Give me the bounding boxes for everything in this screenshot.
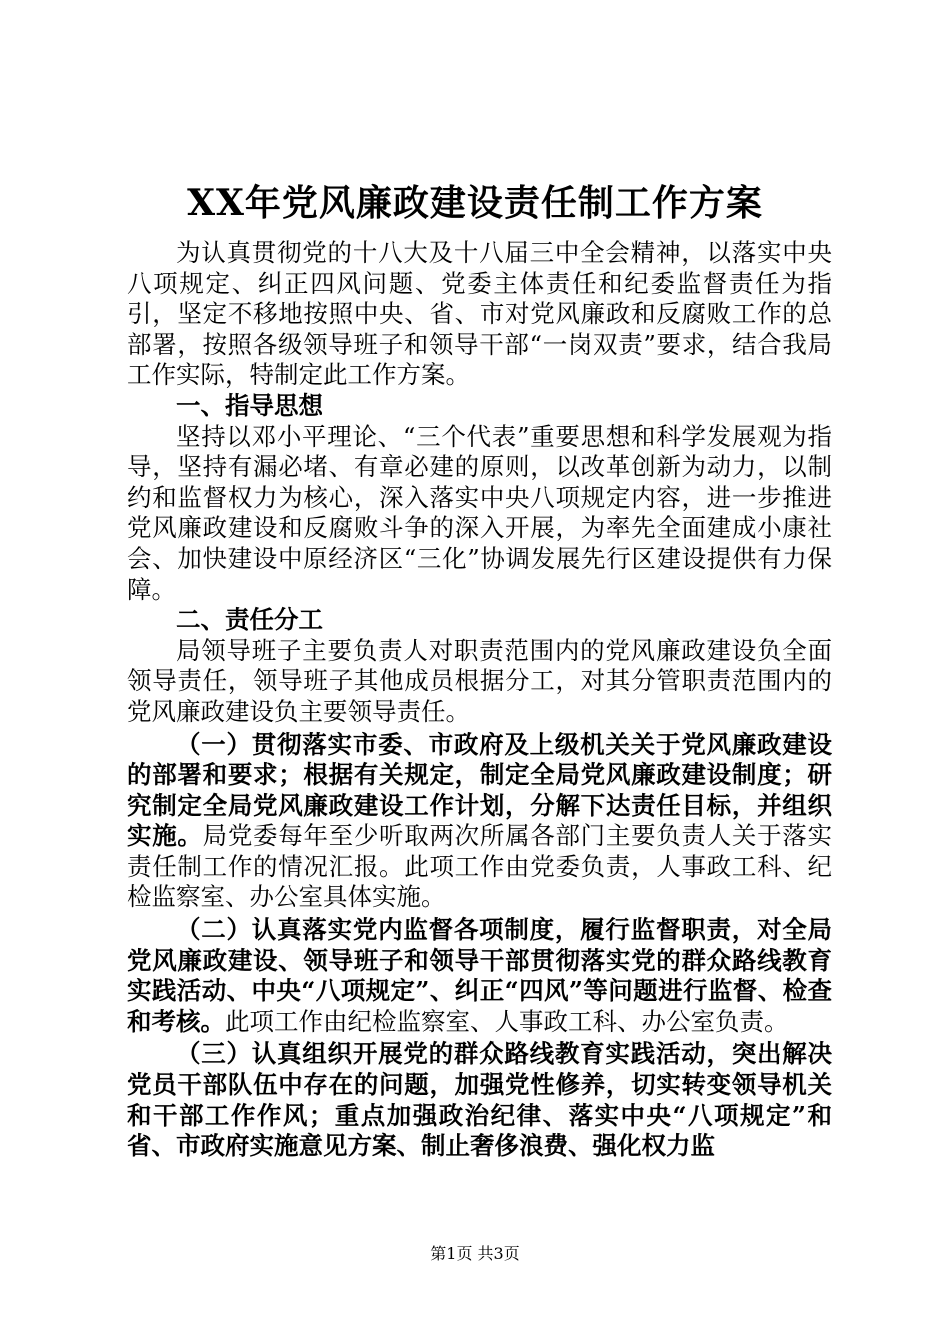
section1-heading: 一、指导思想 <box>176 390 323 420</box>
item2-paragraph <box>127 915 832 1037</box>
document-body <box>127 238 832 1162</box>
item1-rest: 局党委每年至少听取两次所属各部门主要负责人关于落实责任制工作的情况汇报。此项工作由党委负责，人事政工科、纪检监察室、办公室具体实施。 <box>127 821 833 912</box>
item3-paragraph <box>127 1039 832 1161</box>
item1-lead: （一）贯彻落实市委、市政府及上级机关关于党风廉政建设的部署和要求；根据有关规定，制定全局党风廉政建设制度；研究制定全局党风廉政建设工作计划，分解下达责任目标，并组织实施。 <box>127 729 832 851</box>
section1-paragraph: 坚持以邓小平理论、“三个代表”重要思想和科学发展观为指导，坚持有漏必堵、有章必建的原则，以改革创新为动力，以制约和监督权力为核心，深入落实中央八项规定内容，进一步推进党风廉政建设和反腐败斗争的深入开展，为率先全面建成小康社会、加快建设中原经济区“三化”协调发展先行区建设提供有力保障。 <box>127 421 832 604</box>
item2-lead: （二）认真落实党内监督各项制度，履行监督职责，对全局党风廉政建设、领导班子和领导干部贯彻落实党的群众路线教育实践活动、中央“八项规定”、纠正“四风”等问题进行监督、检查和考核。 <box>127 915 832 1036</box>
document-title: XX年党风廉政建设责任制工作方案 <box>187 182 763 224</box>
item3-lead: （三）认真组织开展党的群众路线教育实践活动，突出解决党员干部队伍中存在的问题，加强党性修养，切实转变领导机关和干部工作作风；重点加强政治纪律、落实中央“八项规定”和省、市政府实施意见方案、制止奢侈浪费、强化权力监 <box>127 1039 832 1161</box>
item2-rest: 此项工作由纪检监察室、人事政工科、办公室负责。 <box>225 1006 789 1036</box>
item1-paragraph <box>127 730 832 914</box>
section2-paragraph: 局领导班子主要负责人对职责范围内的党风廉政建设负全面领导责任，领导班子其他成员根据分工，对其分管职责范围内的党风廉政建设负主要领导责任。 <box>127 635 832 726</box>
page-footer: 第1页 共3页 <box>430 1244 520 1263</box>
intro-paragraph: 为认真贯彻党的十八大及十八届三中全会精神，以落实中央八项规定、纠正四风问题、党委主体责任和纪委监督责任为指引，坚定不移地按照中央、省、市对党风廉政和反腐败工作的总部署，按照各级领导班子和领导干部“一岗双责”要求，结合我局工作实际，特制定此工作方案。 <box>127 238 832 390</box>
section2-heading: 二、责任分工 <box>176 605 323 635</box>
